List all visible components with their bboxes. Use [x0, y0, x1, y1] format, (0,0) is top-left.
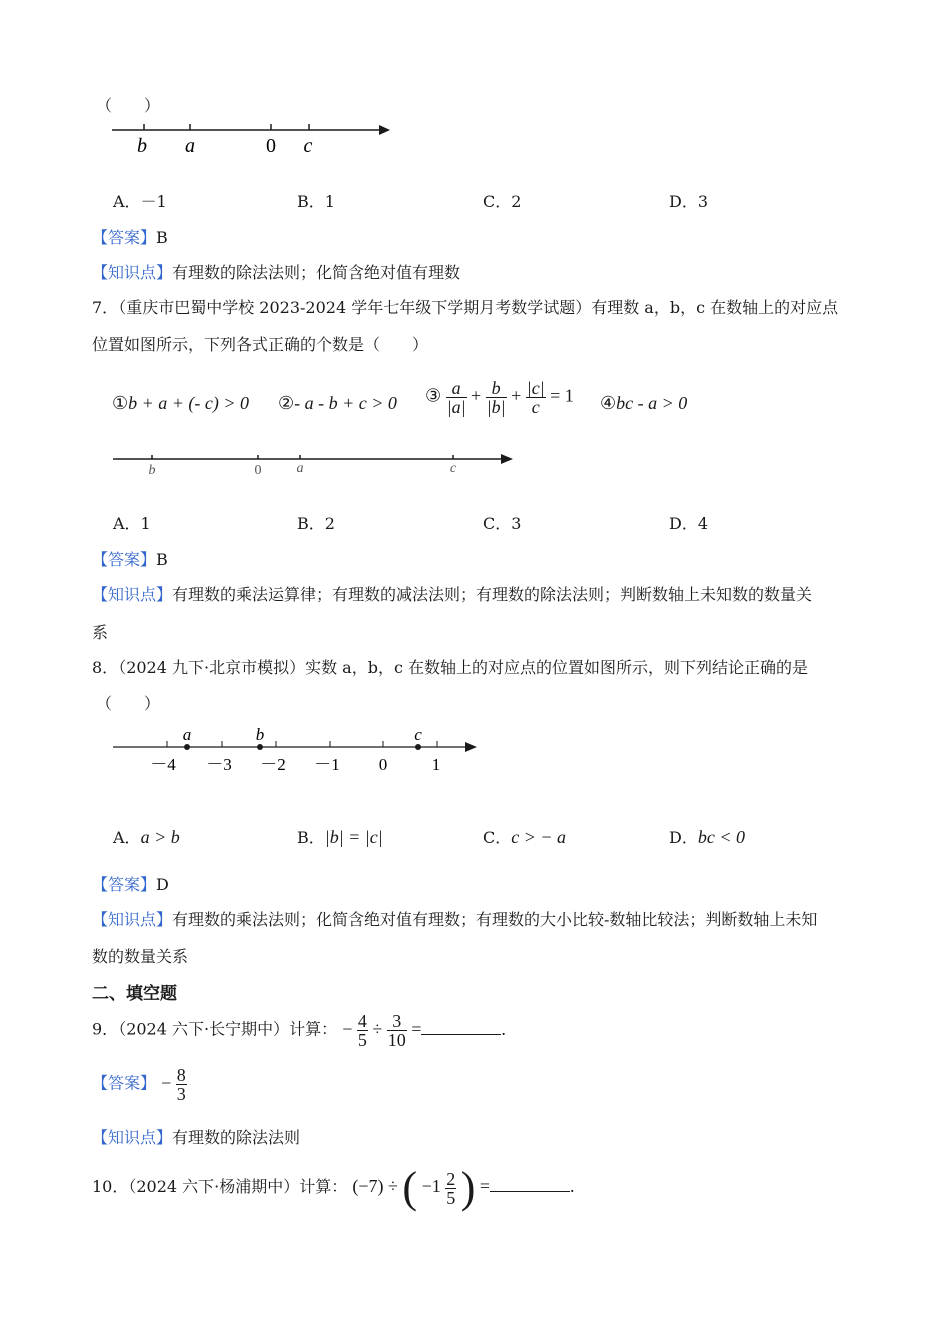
option-letter: A． — [113, 828, 141, 847]
kp-text: 有理数的除法法则；化简含绝对值有理数 — [172, 263, 461, 282]
kp-text-1: 有理数的乘法法则；化简含绝对值有理数；有理数的大小比较-数轴比较法；判断数轴上未知 — [172, 910, 818, 929]
q6-paren: （ ） — [96, 96, 161, 115]
condition-4-expr: bc - a > 0 — [616, 393, 688, 413]
equals-sign: = — [479, 1176, 491, 1197]
answer-tag: 【答案】 — [92, 875, 157, 894]
label-c: c — [449, 461, 457, 476]
q7-option-a: A．1 — [113, 514, 151, 533]
tick-label-neg2: －2 — [260, 755, 286, 774]
label-0: 0 — [254, 463, 262, 478]
kp-text: 有理数的除法法则 — [172, 1128, 301, 1147]
right-paren: ) — [460, 1163, 476, 1212]
q9-answer — [92, 1066, 187, 1103]
condition-1-expr: b + a + (- c) > 0 — [128, 393, 250, 413]
q8-source: （2024 九下·北京市模拟） — [118, 658, 306, 677]
tick-label-neg3: －3 — [206, 755, 232, 774]
q9-knowledge-point — [92, 1125, 300, 1148]
q6-option-a: A．－1 — [113, 192, 167, 211]
label-b: b — [255, 725, 265, 744]
equals-sign: = — [411, 1018, 422, 1039]
point-a — [184, 744, 190, 750]
circle-2-mark: ② — [278, 393, 295, 413]
left-paren: ( — [402, 1163, 418, 1212]
term-neg7: (−7) — [352, 1176, 384, 1197]
point-c — [415, 744, 421, 750]
q9-number: 9． — [92, 1019, 119, 1039]
q6-answer — [92, 225, 168, 248]
plus-sign: + — [471, 385, 482, 406]
period: . — [570, 1176, 575, 1197]
q7-knowledge-point — [92, 582, 812, 605]
q7-option-b: B．2 — [297, 514, 335, 533]
q7-condition-2 — [278, 393, 397, 414]
q9-stem — [92, 1012, 506, 1049]
axis-arrow — [465, 742, 477, 752]
q8-answer — [92, 872, 169, 895]
q6-number-line — [100, 115, 400, 160]
mixed-whole: −1 — [421, 1176, 441, 1197]
answer-tag: 【答案】 — [92, 1073, 157, 1093]
plus-sign: + — [511, 385, 522, 406]
q7-number: 7． — [92, 298, 119, 317]
q7-stem-line1 — [92, 295, 838, 318]
divide-sign: ÷ — [372, 1018, 383, 1039]
option-letter: B． — [297, 828, 325, 847]
q7-option-c: C．3 — [483, 514, 522, 533]
answer-blank[interactable] — [421, 1020, 501, 1035]
kp-tag: 【知识点】 — [92, 585, 173, 604]
label-b: b — [137, 135, 147, 157]
divide-sign: ÷ — [388, 1176, 398, 1197]
period: . — [501, 1018, 506, 1039]
fraction-3-10: $\frac{3}{10}$ — [387, 1011, 406, 1050]
q7-stem-1: 有理数 a，b，c 在数轴上的对应点 — [591, 298, 839, 317]
kp-tag: 【知识点】 — [92, 1128, 173, 1147]
condition-2-expr: - a - b + c > 0 — [294, 393, 397, 413]
q7-condition-1 — [112, 393, 249, 414]
q10-stem-text: 计算： — [299, 1177, 348, 1197]
q8-stem-1: 实数 a，b，c 在数轴上的对应点的位置如图所示，则下列结论正确的是 — [305, 658, 809, 677]
q8-number: 8． — [92, 658, 119, 677]
q6-option-d: D．3 — [669, 192, 709, 211]
kp-tag: 【知识点】 — [92, 910, 173, 929]
q8-option-c — [483, 825, 566, 848]
option-letter: C． — [483, 828, 512, 847]
answer-value: B — [156, 550, 168, 569]
circle-1-mark: ① — [112, 393, 129, 413]
q6-option-b: B．1 — [297, 192, 335, 211]
fraction-b-over-abs-b: $\frac{b}{|b|}$ — [486, 378, 506, 417]
circle-3-mark: ③ — [425, 385, 442, 406]
answer-tag: 【答案】 — [92, 228, 157, 247]
axis-arrow — [379, 125, 390, 135]
point-b — [257, 744, 263, 750]
label-a: a — [182, 725, 192, 744]
option-expr: c > − a — [511, 827, 567, 847]
fraction-2-5: $\frac{2}{5}$ — [446, 1168, 456, 1208]
q10-number: 10． — [92, 1177, 129, 1197]
answer-value: B — [156, 228, 168, 247]
label-b: b — [148, 463, 156, 478]
answer-tag: 【答案】 — [92, 550, 157, 569]
fraction-a-over-abs-a: $\frac{a}{|a|}$ — [446, 378, 466, 417]
label-c: c — [414, 725, 422, 744]
q9-stem-text: 计算： — [289, 1019, 338, 1039]
q10-expression — [352, 1163, 575, 1212]
minus-sign: − — [161, 1072, 172, 1093]
q8-stem-line1 — [92, 655, 808, 678]
section-heading: 二、填空题 — [92, 984, 177, 1004]
q9-source: （2024 六下·长宁期中） — [118, 1019, 290, 1039]
q8-option-d — [669, 825, 745, 848]
option-expr: a > b — [140, 827, 180, 847]
answer-expression — [161, 1065, 187, 1104]
answer-value: D — [156, 875, 169, 894]
minus-sign: − — [342, 1018, 353, 1039]
option-expr: bc < 0 — [697, 827, 745, 847]
tick-label-1: 1 — [431, 755, 441, 774]
q7-number-line — [105, 448, 525, 480]
answer-blank[interactable] — [490, 1177, 570, 1192]
q10-stem — [92, 1163, 575, 1212]
q7-stem-line2: 位置如图所示，下列各式正确的个数是（ ） — [92, 335, 429, 354]
label-a: a — [296, 461, 304, 476]
q8-paren: （ ） — [96, 694, 161, 713]
fraction-4-5: $\frac{4}{5}$ — [357, 1011, 367, 1050]
fraction-abs-c-over-c: $\frac{|c|}{c}$ — [526, 378, 545, 417]
circle-4-mark: ④ — [600, 393, 617, 413]
q7-condition-3 — [425, 379, 574, 416]
option-expr: |b| = |c| — [324, 827, 383, 847]
q8-kp-text-2: 数的数量关系 — [92, 947, 189, 966]
q7-option-d: D．4 — [669, 514, 709, 533]
q7-condition-4 — [600, 393, 687, 414]
q8-knowledge-point — [92, 907, 817, 930]
q6-option-c: C．2 — [483, 192, 522, 211]
q8-number-line — [105, 722, 485, 777]
q10-source: （2024 六下·杨浦期中） — [128, 1177, 300, 1197]
label-a: a — [185, 135, 195, 157]
q7-answer — [92, 547, 168, 570]
tick-label-0: 0 — [378, 755, 388, 774]
tick-label-neg4: －4 — [150, 755, 176, 774]
option-letter: D． — [669, 828, 698, 847]
q8-option-a — [113, 825, 180, 848]
q6-knowledge-point — [92, 260, 460, 283]
q8-option-b — [297, 825, 383, 848]
q7-kp-text-2: 系 — [92, 623, 109, 642]
q9-expression — [342, 1011, 506, 1050]
fraction-8-3: $\frac{8}{3}$ — [176, 1065, 186, 1104]
kp-tag: 【知识点】 — [92, 263, 173, 282]
equals-one: = 1 — [550, 385, 574, 406]
axis-arrow — [501, 454, 513, 464]
label-c: c — [303, 135, 313, 157]
kp-text-1: 有理数的乘法运算律；有理数的减法法则；有理数的除法法则；判断数轴上未知数的数量关 — [172, 585, 813, 604]
label-0: 0 — [266, 135, 276, 157]
q7-source: （重庆市巴蜀中学校 2023-2024 学年七年级下学期月考数学试题） — [118, 298, 592, 317]
tick-label-neg1: －1 — [314, 755, 340, 774]
